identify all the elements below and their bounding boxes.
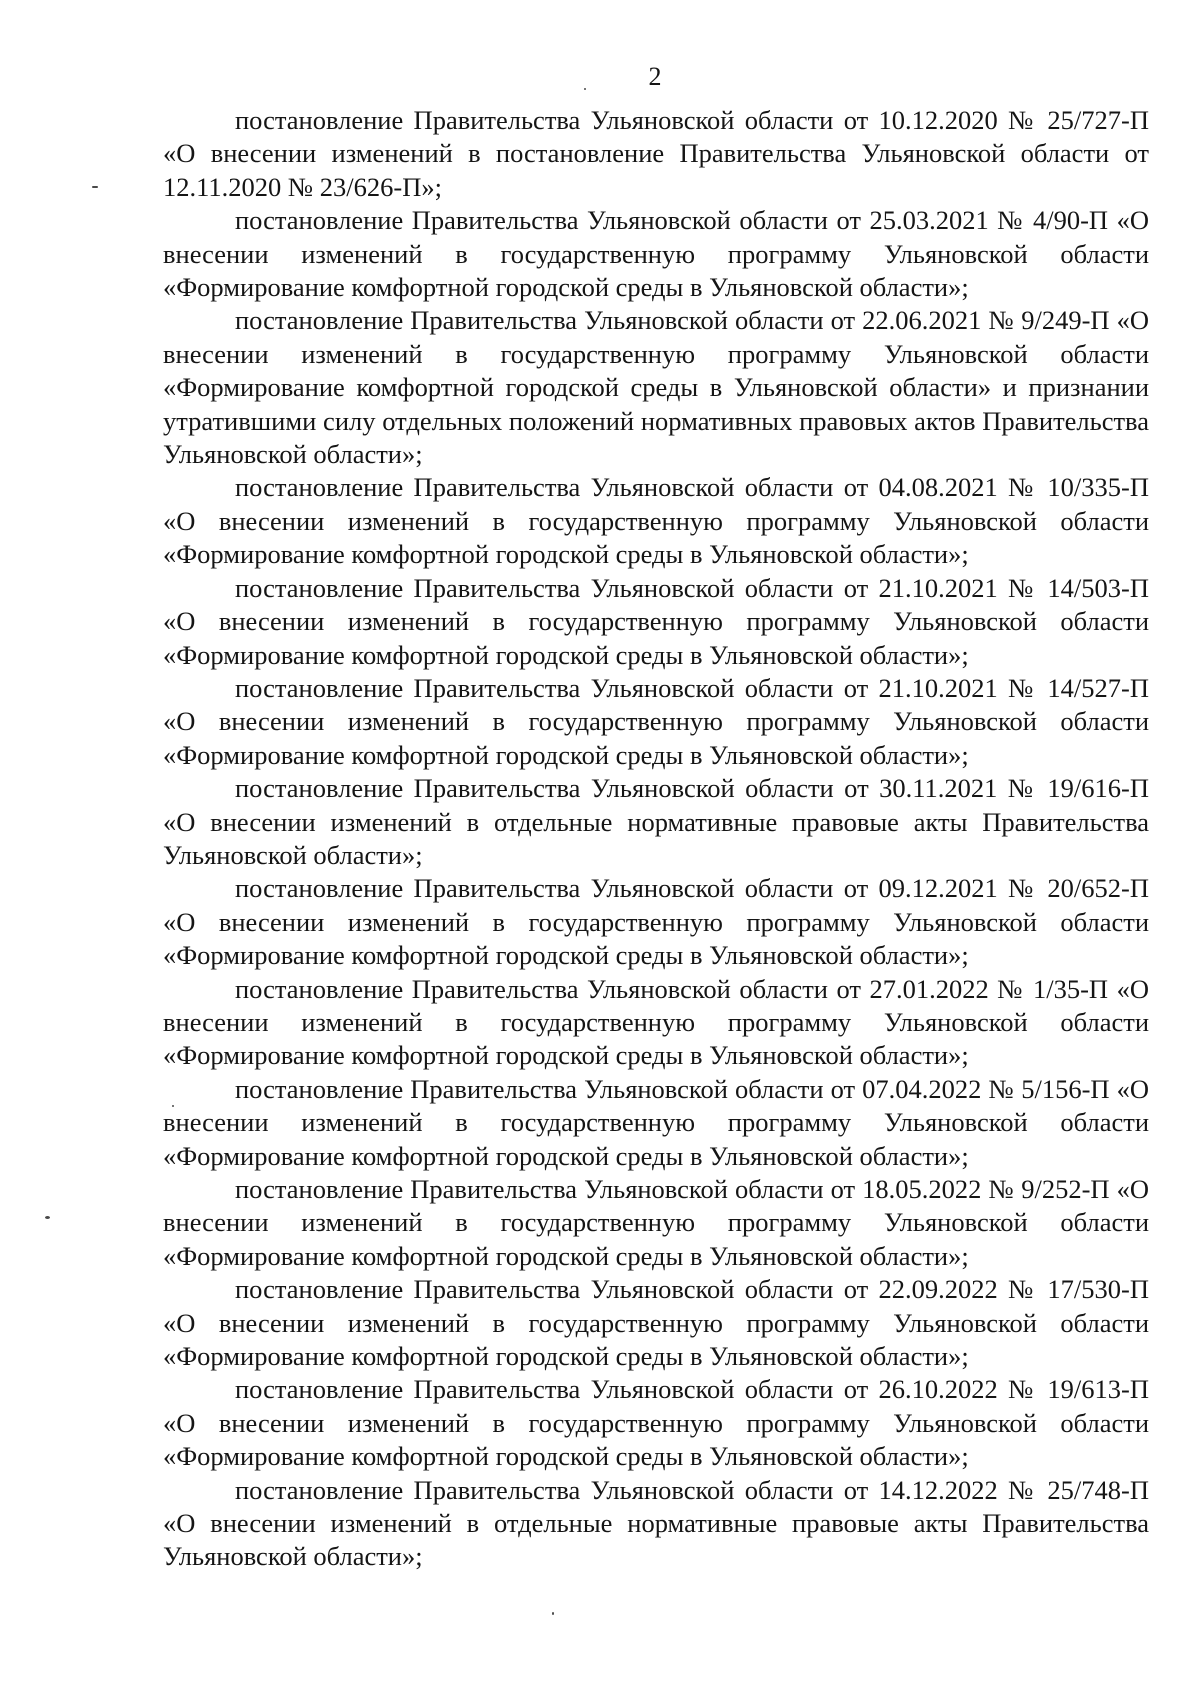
paragraph: постановление Правительства Ульяновской области от 10.12.2020 № 25/727-П «О внесении изменений в постановление Правительства Ульяновской области от 12.11.2020 № 23/626-П»; xyxy=(163,105,1149,202)
scan-speck xyxy=(45,1216,50,1219)
paragraph: постановление Правительства Ульяновской области от 25.03.2021 № 4/90-П «О внесении изменений в государственную программу Ульяновской области «Формирование комфортной городской среды в Ульяновской области»; xyxy=(163,205,1149,303)
paragraph: постановление Правительства Ульяновской области от 22.06.2021 № 9/249-П «О внесении изменений в государственную программу Ульяновской области «Формирование комфортной городской среды в Ульяновской области» и признании утратившими силу отдельных положений нормативных правовых актов Правительства Ульяновской области»; xyxy=(163,305,1149,470)
paragraph: постановление Правительства Ульяновской области от 14.12.2022 № 25/748-П «О внесении изменений в отдельные нормативные правовые акты Правительства Ульяновской области»; xyxy=(163,1474,1149,1572)
page-number: 2 xyxy=(648,62,662,91)
paragraph: постановление Правительства Ульяновской области от 27.01.2022 № 1/35-П «О внесении изменений в государственную программу Ульяновской области «Формирование комфортной городской среды в Ульяновской области»; xyxy=(163,973,1149,1071)
paragraph: постановление Правительства Ульяновской области от 18.05.2022 № 9/252-П «О внесении изменений в государственную программу Ульяновской области «Формирование комфортной городской среды в Ульяновской области»; xyxy=(163,1174,1149,1271)
paragraph: постановление Правительства Ульяновской области от 22.09.2022 № 17/530-П «О внесении изменений в государственную программу Ульяновской области «Формирование комфортной городской среды в Ульяновской области»; xyxy=(163,1274,1149,1372)
scan-speck xyxy=(552,1612,554,1615)
scan-speck xyxy=(172,1105,174,1107)
scan-speck xyxy=(584,88,586,90)
paragraph: постановление Правительства Ульяновской области от 30.11.2021 № 19/616-П «О внесении изменений в отдельные нормативные правовые акты Правительства Ульяновской области»; xyxy=(163,773,1149,870)
paragraph: постановление Правительства Ульяновской области от 21.10.2021 № 14/503-П «О внесении изменений в государственную программу Ульяновской области «Формирование комфортной городской среды в Ульяновской области»; xyxy=(163,572,1149,670)
scan-speck xyxy=(92,186,98,188)
paragraph: постановление Правительства Ульяновской области от 26.10.2022 № 19/613-П «О внесении изменений в государственную программу Ульяновской области «Формирование комфортной городской среды в Ульяновской области»; xyxy=(163,1374,1149,1472)
paragraph: постановление Правительства Ульяновской области от 07.04.2022 № 5/156-П «О внесении изменений в государственную программу Ульяновской области «Формирование комфортной городской среды в Ульяновской области»; xyxy=(163,1073,1149,1171)
paragraph: постановление Правительства Ульяновской области от 21.10.2021 № 14/527-П «О внесении изменений в государственную программу Ульяновской области «Формирование комфортной городской среды в Ульяновской области»; xyxy=(163,672,1149,770)
paragraph: постановление Правительства Ульяновской области от 09.12.2021 № 20/652-П «О внесении изменений в государственную программу Ульяновской области «Формирование комфортной городской среды в Ульяновской области»; xyxy=(163,873,1149,971)
paragraph: постановление Правительства Ульяновской области от 04.08.2021 № 10/335-П «О внесении изменений в государственную программу Ульяновской области «Формирование комфортной городской среды в Ульяновской области»; xyxy=(163,472,1149,570)
document-body xyxy=(163,104,1149,1574)
